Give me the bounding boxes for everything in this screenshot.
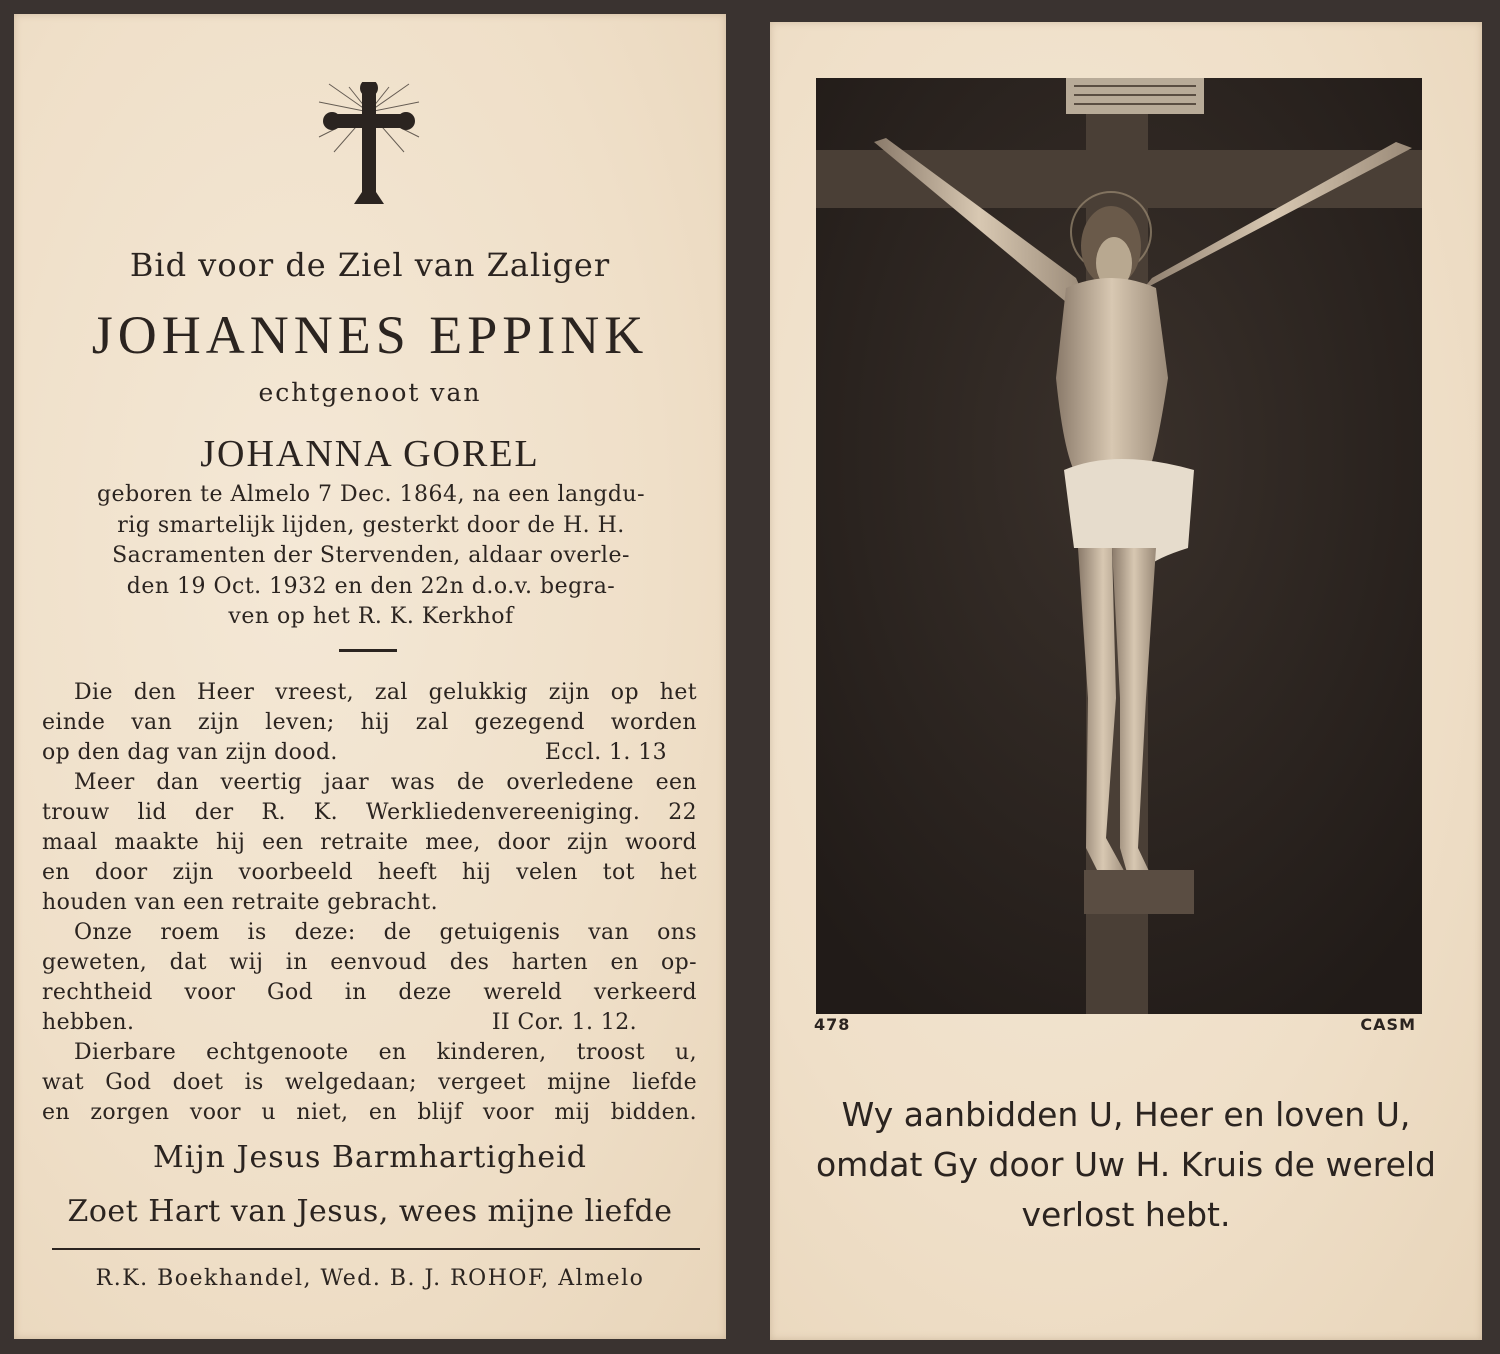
quote-line: Onze roem is deze: de getuigenis van ons [74,920,697,945]
quote-ref-line [42,1008,697,1038]
image-number: 478 [814,1015,851,1034]
farewell-line: Dierbare echtgenoote en kinderen, troost u, [74,1040,697,1065]
divider-long [52,1248,700,1250]
divider-short [339,649,397,652]
biography-line: Sacramenten der Stervenden, aldaar overle- [112,543,630,568]
printer-imprint: R.K. Boekhandel, Wed. B. J. ROHOF, Almelo [95,1266,645,1291]
prayer-caption [770,1090,1482,1240]
image-publisher: CASM [1360,1015,1416,1034]
quote-line: op den dag van zijn dood. [42,740,338,765]
spouse-intro: echtgenoot van [258,378,482,407]
spouse-name: JOHANNA GOREL [200,433,540,475]
scripture-reference: Eccl. 1. 13 [544,740,667,765]
quote-line: geweten, dat wij in eenvoud des harten en op- [42,950,697,975]
quote-line: hebben. [42,1010,135,1035]
crucifixion-image [816,78,1422,1014]
biography-line: ven op het R. K. Kerkhof [228,604,514,629]
prayer-line-2: Zoet Hart van Jesus, wees mijne liefde [67,1194,673,1229]
quote-line: Die den Heer vreest, zal gelukkig zijn op het [74,680,697,705]
memorial-card-front [14,14,726,1339]
biography [36,480,706,633]
quote-ref-line [42,738,697,768]
caption-line: omdat Gy door Uw H. Kruis de wereld [815,1145,1437,1184]
caption-line: Wy aanbidden U, Heer en loven U, [841,1095,1411,1134]
biography-line: geboren te Almelo 7 Dec. 1864, na een langdu- [96,482,646,507]
cross-icon [314,82,424,212]
farewell-line: wat God doet is welgedaan; vergeet mijne liefde [42,1070,697,1095]
invocation-heading: Bid voor de Ziel van Zaliger [129,246,611,284]
scripture-reference: II Cor. 1. 12. [491,1010,637,1035]
farewell-line: en zorgen voor u niet, en blijf voor mij bidden. [42,1100,697,1125]
prayer-line-1: Mijn Jesus Barmhartigheid [153,1140,587,1175]
caption-line: verlost hebt. [1021,1195,1231,1234]
tribute-line: houden van een retraite gebracht. [42,890,438,915]
deceased-name: JOHANNES EPPINK [91,305,649,365]
tribute-line: en door zijn voorbeeld heeft hij velen tot het [42,860,697,885]
tribute-line: Meer dan veertig jaar was de overledene een [74,770,697,795]
verses [42,678,697,1128]
quote-line: rechtheid voor God in deze wereld verkeerd [42,980,697,1005]
quote-line: einde van zijn leven; hij zal gezegend worden [42,710,697,735]
tribute-line: maal maakte hij een retraite mee, door zijn woord [42,830,697,855]
tribute-line: trouw lid der R. K. Werkliedenvereeniging. 22 [42,800,697,825]
biography-line: den 19 Oct. 1932 en den 22n d.o.v. begra- [126,573,616,599]
crucifix-illustration [816,78,1422,1014]
memorial-card-back [770,22,1482,1340]
biography-line: rig smartelijk lijden, gesterkt door de H. H. [117,512,625,538]
